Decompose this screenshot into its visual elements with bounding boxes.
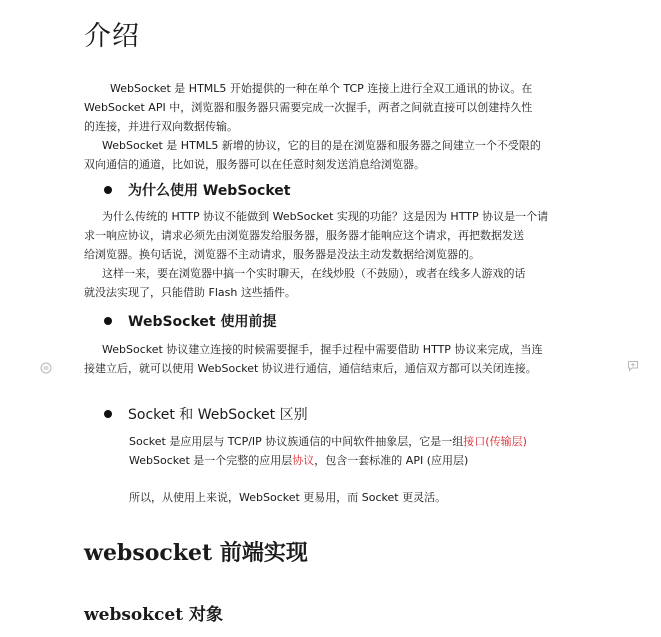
bullet-icon: [104, 186, 112, 194]
section-heading-premise: [104, 311, 276, 331]
why-line: 就没法实现了，只能借助 Flash 这些插件。: [84, 286, 296, 299]
section-title: 为什么使用 WebSocket: [128, 183, 291, 199]
section-title: WebSocket 使用前提: [128, 314, 277, 330]
bullet-icon: [104, 317, 112, 325]
intro-line: WebSocket 是 HTML5 新增的协议，它的目的是在浏览器和服务器之间建立一个不受限的: [102, 139, 541, 152]
why-line: 求一响应协议，请求必须先由浏览器发给服务器，服务器才能响应这个请求，再把数据发送: [84, 229, 524, 242]
why-line: 这样一来，要在浏览器中搞一个实时聊天，在线炒股（不鼓励），或者在线多人游戏的话: [102, 267, 526, 280]
comment-right-icon[interactable]: [627, 360, 639, 372]
intro-paragraph-2: [84, 136, 584, 174]
intro-line: WebSocket 是 HTML5 开始提供的一种在单个 TCP 连接上进行全双工通讯的协议。在: [110, 82, 533, 95]
diff-link-protocol[interactable]: 协议: [292, 454, 315, 467]
premise-paragraph: [84, 340, 584, 378]
section-heading-frontend: websocket 前端实现: [84, 540, 308, 566]
premise-line: WebSocket 协议建立连接的时候需要握手，握手过程中需要借助 HTTP 协议来完成，当连: [102, 343, 543, 356]
premise-line: 接建立后，就可以使用 WebSocket 协议进行通信，通信结束后，通信双方都可以关闭连接。: [84, 362, 537, 375]
intro-line: WebSocket API 中，浏览器和服务器只需要完成一次握手，两者之间就直接可以创建持久性: [84, 101, 533, 114]
subsection-heading-object: websokcet 对象: [84, 605, 223, 625]
why-line: 给浏览器。换句话说，浏览器不主动请求，服务器是没法主动发数据给浏览器的。: [84, 248, 480, 261]
bullet-icon: [104, 410, 112, 418]
diff-text: ，包含一套标准的 API (应用层): [314, 454, 469, 467]
diff-text: Socket 是应用层与 TCP/IP 协议族通信的中间软件抽象层，它是一组: [129, 435, 464, 448]
diff-link-interface[interactable]: 接口(传输层): [463, 435, 527, 448]
why-line: 为什么传统的 HTTP 协议不能做到 WebSocket 实现的功能？这是因为 HTTP 协议是一个请: [102, 210, 549, 223]
diff-text: WebSocket 是一个完整的应用层: [129, 454, 293, 467]
comment-left-icon[interactable]: [40, 362, 52, 374]
page-title: 介绍: [84, 21, 140, 52]
section-heading-diff: [104, 404, 308, 424]
section-title: Socket 和 WebSocket 区别: [128, 407, 308, 423]
diff-line-2: [129, 451, 468, 470]
diff-line-1: [129, 432, 527, 451]
section-heading-why: [104, 180, 290, 200]
intro-paragraph-1: [84, 79, 584, 136]
diff-conclusion: 所以，从使用上来说，WebSocket 更易用，而 Socket 更灵活。: [129, 491, 447, 504]
intro-line: 的连接，并进行双向数据传输。: [84, 120, 238, 133]
why-paragraph: [84, 207, 584, 302]
intro-line: 双向通信的通道，比如说，服务器可以在任意时刻发送消息给浏览器。: [84, 158, 425, 171]
